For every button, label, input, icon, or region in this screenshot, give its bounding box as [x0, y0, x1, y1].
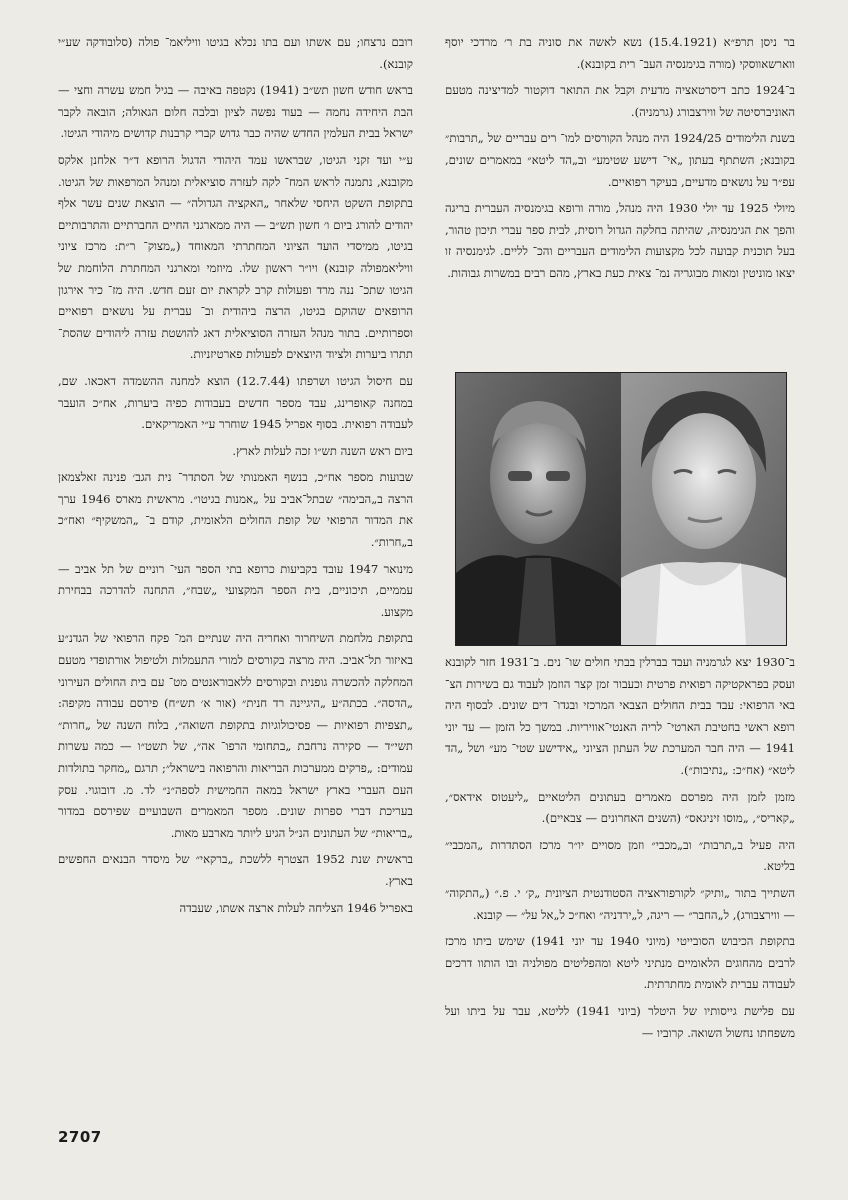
paragraph: ביום ראש השנה תש״ו זכה לעלות לארץ.: [232, 443, 413, 458]
paragraph: בר ניסן תרפ״א (15.4.1921) נשא לאשה את סוניה בת ר׳ מרדכי יוסף ווארשאווסקי (מורה בגימנסיה העב־ רית בקובנא).: [445, 35, 795, 71]
right-column-top: [445, 32, 795, 290]
paragraph: בתקופת הכיבוש הסובייטי (מיוני 1940 עד יוני 1941) שימש ביתו מרכז לרבים מהחוגים הלאומיים מנתיני ליטא ומהפליטים מפולניה ובו הותוו דרכים לעבודה עברית לאומית מחתרתית.: [445, 934, 795, 992]
paragraph: ב־1924 כתב דיסרטאציה מדעית וקבל את התואר דוקטור למדיצינה מטעם האוניברסיטה של ווירצבורג (גרמניה).: [445, 83, 795, 119]
paragraph: השתייך בתור „ותיק״ לקורפוראציה הסטודנטית הציונית „ק׳ י. פ.״ („התקוה״ — ווירצבורג), ל„החבר״ — ריגה, ל„ירדניה״ ואח״כ ל„אל על״ — קובנא.: [445, 885, 795, 922]
paragraph: בתקופת מלחמת השיחרור ואחריה היה שנתיים המ־ פקח הרפואי של הגדנ״ע באיזור תל־אביב. היה מרצה בקורסים למורי התעמלות ולטיפול אורתופדי מטעם המחלקה להכשרה גופנית ובקורסים ללאבוראנטים מט־ עם בית החולים העירוני „הדסה״. בכתה״ע „היגיינה רד חנית״ (אור א׳ תש״ח) פירסם עבודה מקיפה: „תצפיות רפואיות — פסיכולוגיות בתקופת השואה״, בלוח השנה של „חרות״ תשי״ד — סקירה נרחבת „בתחומי הרפו־ אה״, של תשט״ו — כמה עשרות עמודים: „פרקים ממערכות הבריאות והרפואה בישראל״; תרגם „מחקר בתולדות העם העברי בארץ ישראל במאה החמישית לספה״נ״ לד. מ. דובוגוי. עסק בעריכת דברי ספרות שונים. מספר המאמרים השבועיים שפירסם במדור „בריאות״ של העתונים הנ״ל הגיע ליותר מארבע מאות.: [58, 631, 413, 840]
paragraph: בשנת הלימודים 1924/25 היה מנהל הקורסים למו־ רים עבריים של „תרבות״ בקובנא; השתתף בעתון „אי־ דישע שטימע״ וב„הד ליטא״ במאמרים שונים, עפ״ר על נושאים מדעיים, בעיקר רפואיים.: [445, 131, 795, 189]
left-column: [58, 32, 413, 924]
paragraph: היה פעיל ב„תרבות״ וב„מכבי״ וזמן מסויים יו״ר מרכז הסתדרות „המכבי״ בליטא.: [445, 837, 795, 874]
paragraph: ע״י ועד זקני הגיטו, שבראשו עמד היהודי הדגול הרופא ד״ר אלחנן אלקס מקובנא, נתמנה לראש המח־ לקה לעזרה סוציאלית ומנהל המרפאות של הגיטו. בתקופת השקט היחסי שלאחר „האקציה הגדולה״ — הוצאת שנים עשר אלף יהודים להורג ביום ו׳ חשון תש״ב — היה ממארגני החיים החברתיים והתרבותיים בגיטו, ממיסדי הועד הציוני המחתרתי המאוחד („מצוק־ ר״ת: מרכז ציוני וויליאמפולה קובנא) ויו״ר ראשון שלו. מיוזמי ומארגני המחתרת הלוחמת של הגיטו שתכ־ ננה מרד ופעולות קרב לקראת יום זעם חדש. היה מז־ כיר אירגון הרופאים שהוקם בגיטו, הרצה ביהודית וב־ עברית על נושאים רפואיים וספרותיים. בתור מנהל העזרה הסוציאלית דאג להושטת עזרה ליהודים שהסת־ תתרו ביערות ולציוד היוצאים לפעולות פארטיזניות.: [58, 152, 413, 362]
paragraph: ב־1930 יצא לגרמניה ועבד בברלין בבתי חולים שו־ נים. ב־1931 חזר לקובנא ועסק בפראקטיקה רפואית פרטית וכעבור זמן קצר הוזמן לעבוד גם בשירות הצ־ באי הרפואי: עבד בבית החולים הצבאי המרכזי ובגדו־ דים שונים. לבסוף היה רופא ראשי בחטיבת הארטי־ לריה האנטי־אוויריות. במשך כל הזמן — עד יוני 1941 — היה חבר המערכת של העתון הציוני „אידישע שטי־ מע״ ושל „הד ליטא״ (אח״כ: „נתיבות״).: [445, 655, 795, 777]
paragraph: בראש חודש חשון תש״ב (1941) נקטפה באיבה — בגיל חמש עשרה וחצי — הבת היחידה נחמה — בעוד נפשה לציון ובלבה חלום הגאולה; הובאה לקבר ישראל בבית העלמין החדש שהיה כבר גדוש קברי קרבנות קדושים מיהודי הגיטו.: [58, 83, 413, 141]
paragraph: עם חיסול הגיטו ושרפתו (12.7.44) הוצא למחנה ההשמדה דאכאו. שם, במחנה קאופרינג, עבד מספר חדשים בעבודות כפיה ביערות, אח״כ הועבר לעבודה רפואית. בסוף אפריל 1945 שוחרר ע״י האמריקאים.: [58, 373, 413, 432]
paragraph: באפריל 1946 הצליחה לעלות ארצה אשתו, שעבדה: [179, 900, 413, 915]
paragraph: מינואר 1947 עובד בקביעות כרופא בתי הספר העי־ רוניים של תל אביב — עממיים, תיכוניים, בית הספר המקצועי „שבח״, התחנה להדרכה בבחירת מקצוע.: [58, 561, 413, 619]
right-column-bottom: [445, 652, 795, 1049]
portrait-photo-image: [456, 373, 786, 645]
page-number: 2707: [58, 1128, 102, 1146]
paragraph: שבועות מספר אח״כ, בנשף האמנותי של הסתדר־ נית הגב׳ פנינה זאלצמאן הרצה ב„הבימה״ שבתל־אביב על „אמנות בגיטו״. מראשית מארס 1946 ערך את המדור הרפואי של קופת החולים הלאומית, קודם ב־ „המשקיף״ ואח״כ ב„חרות״.: [58, 470, 413, 550]
paragraph: עם פלישת גייסותיו של היטלר (ביוני 1941) לליטא, עבר על ביתו ועל משפחתו נחשול השואה. קרוביו —: [445, 1003, 795, 1040]
paragraph: רובם נרצחו; עם אשתו ועם בתו נכלא בגיטו וויליאמ־ פולה (סלובודקה שע״י קובנא).: [58, 35, 413, 71]
paragraph: מזמן לזמן היה מפרסם מאמרים בעתונים הליטאיים „ליעטוס אידאס״, „קאריס״, „מוסו זיניגאס״ (השנים האחרונים — צבאיים).: [445, 789, 795, 826]
portrait-photo: [455, 372, 787, 646]
paragraph: מיולי 1925 עד יולי 1930 היה מנהל, מורה ורופא בגימנסיה העברית בריגה והפך את הגימנסיה, שהיתה בחלקה הגדול רוסית, לבית ספר עברי תיכון טהור, בעל תוכנית קבועה לכל מקצועות הלימודים העבריים והכ־ לליים. לגימנסיה זו יצאו מוניטין ומאות מבוגריה נמ־ צאית כעת בארץ, מהם רבים במשרות גבוהות.: [445, 201, 795, 280]
paragraph: בראשית שנת 1952 הצטרף ללשכת „ברקאי״ של מיסדר הבנאים החפשים בארץ.: [58, 852, 414, 888]
